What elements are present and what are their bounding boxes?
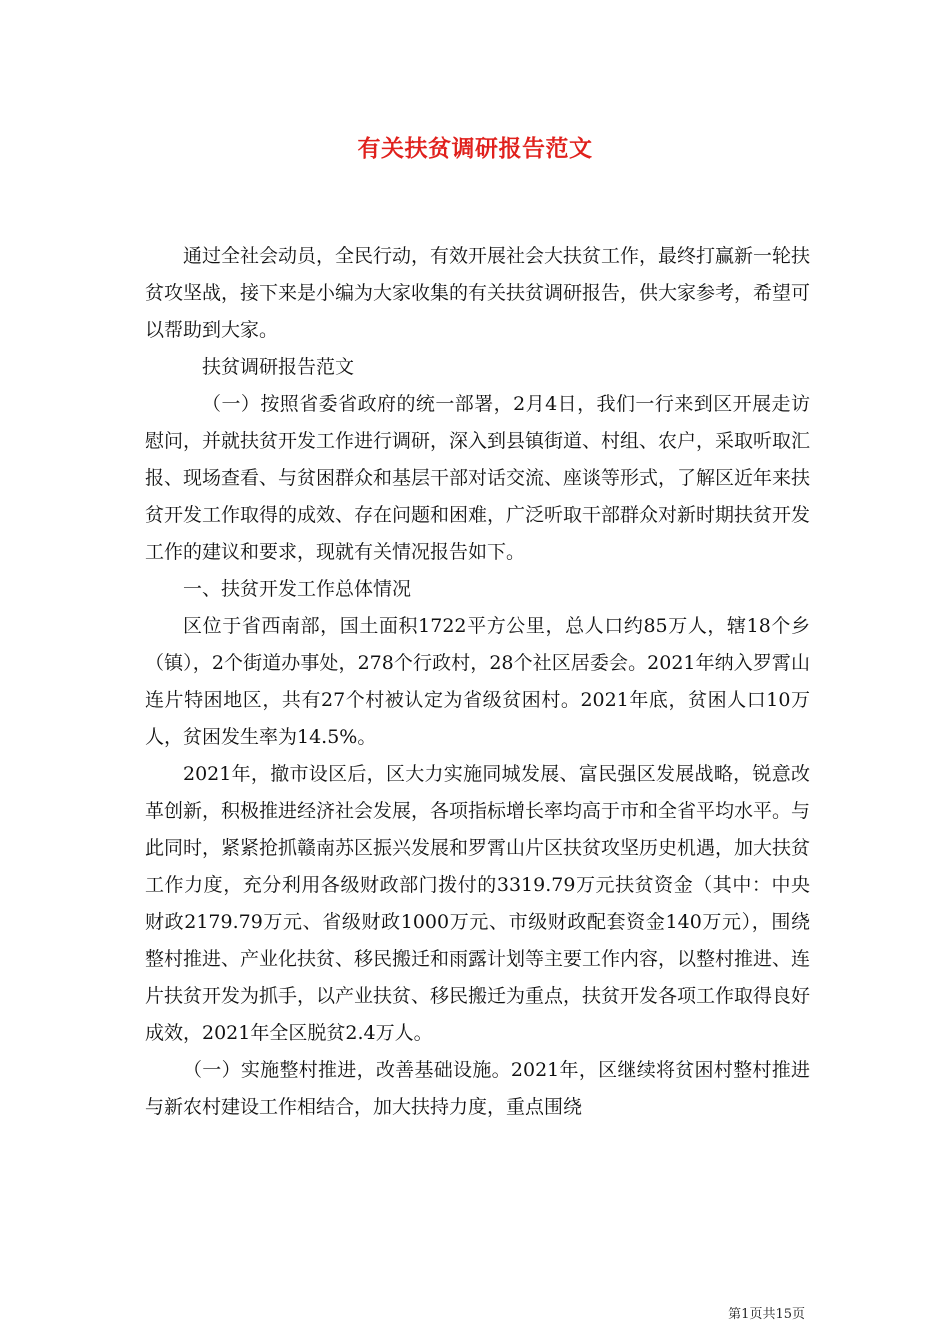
paragraph-district-profile: 区位于省西南部，国土面积1722平方公里，总人口约85万人，辖18个乡（镇），2个街道办事处，278个行政村，28个社区居委会。2021年纳入罗霄山连片特困地区，共有27个村被认定为省级贫困村。2021年底，贫困人口10万人，贫困发生率为14.5%。 [145, 615, 810, 748]
paragraph-2021-progress: 2021年，撤市设区后，区大力实施同城发展、富民强区发展战略，锐意改革创新，积极推进经济社会发展，各项指标增长率均高于市和全省平均水平。与此同时，紧紧抢抓赣南苏区振兴发展和罗霄山片区扶贫攻坚历史机遇，加大扶贫工作力度，充分利用各级财政部门拨付的3319.79万元扶贫资金（其中：中央财政2179.79万元、省级财政1000万元、市级财政配套资金140万元），围绕整村推进、产业化扶贫、移民搬迁和雨露计划等主要工作内容，以整村推进、连片扶贫开发为抓手，以产业扶贫、移民搬迁为重点，扶贫开发各项工作取得良好成效，2021年全区脱贫2.4万人。 [145, 763, 811, 1044]
document-title: 有关扶贫调研报告范文 [357, 135, 593, 162]
section-heading-general: 一、扶贫开发工作总体情况 [183, 578, 412, 600]
section-heading-sample: 扶贫调研报告范文 [202, 356, 355, 378]
paragraph-overview: （一）按照省委省政府的统一部署，2月4日，我们一行来到区开展走访慰问，并就扶贫开发工作进行调研，深入到县镇街道、村组、农户，采取听取汇报、现场查看、与贫困群众和基层干部对话交流、座谈等形式，了解区近年来扶贫开发工作取得的成效、存在问题和困难，广泛听取干部群众对新时期扶贫开发工作的建议和要求，现就有关情况报告如下。 [145, 393, 811, 563]
paragraph-intro: 通过全社会动员，全民行动，有效开展社会大扶贫工作，最终打赢新一轮扶贫攻坚战，接下来是小编为大家收集的有关扶贫调研报告，供大家参考，希望可以帮助到大家。 [145, 245, 811, 341]
document-body [145, 238, 810, 1126]
page-number: 第1页共15页 [728, 1307, 805, 1322]
paragraph-village-advance: （一）实施整村推进，改善基础设施。2021年，区继续将贫困村整村推进与新农村建设工作相结合，加大扶持力度，重点围绕 [145, 1059, 810, 1118]
